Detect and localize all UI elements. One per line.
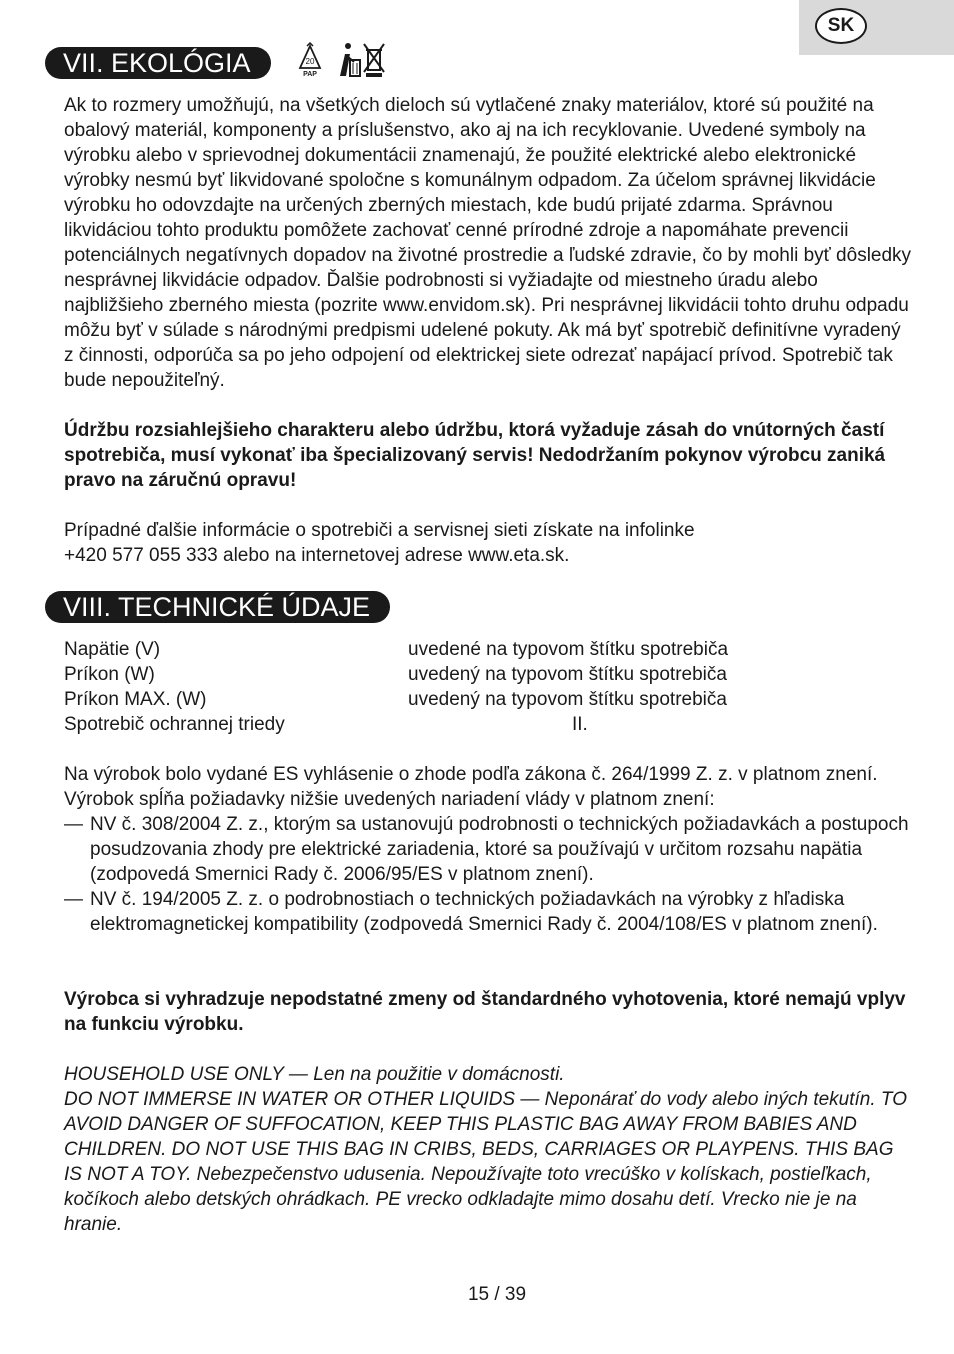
eco-symbols <box>296 40 388 78</box>
spec-row <box>64 662 784 687</box>
declaration-text: Na výrobok bolo vydané ES vyhlásenie o zhode podľa zákona č. 264/1999 Z. z. v platnom znení. Výrobok spĺňa požiadavky nižšie uvedených nariadení vlády v platnom znení: <box>64 764 878 810</box>
page-number: 15 / 39 <box>467 1284 527 1305</box>
dash-marker: — <box>64 889 83 910</box>
manufacturer-note <box>64 987 914 1037</box>
spec-value: uvedený na typovom štítku spotrebiča <box>408 689 727 710</box>
ecology-paragraph <box>64 93 914 393</box>
language-badge: SK <box>815 8 867 44</box>
regulation-item <box>64 887 914 937</box>
household-use-line: HOUSEHOLD USE ONLY — Len na použitie v domácnosti. <box>64 1064 565 1085</box>
infoline-line-1: Prípadné ďalšie informácie o spotrebiči a servisnej sieti získate na infolinke <box>64 520 695 541</box>
dash-marker: — <box>64 814 83 835</box>
svg-text:20: 20 <box>305 57 315 66</box>
spec-value: uvedený na typovom štítku spotrebiča <box>408 664 727 685</box>
regulation-text: NV č. 308/2004 Z. z., ktorým sa ustanovujú podrobnosti o technických požiadavkách a postupoch posudzovania zhody pre elektrické zariadenia, ktoré sa používajú v určitom rozsahu napätia (zodpovedá Smernici Rady č. 2006/95/ES v platnom znení). <box>90 814 909 885</box>
crossed-out-bin-icon <box>364 44 384 77</box>
regulation-item <box>64 812 914 887</box>
regulation-text: NV č. 194/2005 Z. z. o podrobnostiach o technických požiadavkách na výrobky z hľadiska elektromagnetickej kompatibility (zodpovedá Smernici Rady č. 2004/108/ES v platnom znení). <box>90 889 878 935</box>
svg-text:PAP: PAP <box>303 71 317 78</box>
spec-value: uvedené na typovom štítku spotrebiča <box>408 639 729 660</box>
spec-value: II. <box>572 714 588 735</box>
spec-label: Príkon (W) <box>64 664 155 685</box>
safety-warnings <box>64 1062 914 1237</box>
spec-row <box>64 687 784 712</box>
infoline-line-2: +420 577 055 333 alebo na internetovej adrese www.eta.sk. <box>64 545 570 566</box>
maintenance-warning <box>64 418 914 493</box>
ecology-text: Ak to rozmery umožňujú, na všetkých dieloch sú vytlačené znaky materiálov, ktoré sú použité na obalový materiál, komponenty a príslušenstvo, ako aj na ich recyklovanie. Uvedené symboly na výrobku alebo v sprievodnej dokumentácii znamenajú, že použité elektrické alebo elektronické výrobky nesmú byť likvidované spoločne s komunálnym odpadom. Za účelom správnej likvidácie výrobku ho odovzdajte na určených zberných miestach, kde budú prijaté zdarma. Správnou likvidáciou tohto produktu pomôžete zachovať cenné prírodné zdroje a napomáhate prevencii potenciálnych negatívnych dopadov na životné prostredie a ľudské zdravie, čo by mohli byť dôsledky nesprávnej likvidácie odpadov. Ďalšie podrobnosti si vyžiadajte od miestneho úradu alebo najbližšieho zberného miesta (pozrite www.envidom.sk). Pri nesprávnej likvidácii tohto druhu odpadu môžu byť v súlade s národnými predpismi udelené pokuty. Ak má byť spotrebič definitívne vyradený z činnosti, odporúča sa po jeho odpojení od elektrickej siete odrezať napájací prívod. Spotrebič tak bude nepoužiteľný. <box>64 95 912 391</box>
recycling-20-pap-icon <box>300 43 320 78</box>
waste-bin-person-icon <box>340 43 360 76</box>
spec-label: Spotrebič ochrannej triedy <box>64 714 285 735</box>
conformity-declaration <box>64 762 914 937</box>
spec-label: Príkon MAX. (W) <box>64 689 207 710</box>
language-tab <box>799 0 954 55</box>
maintenance-text: Údržbu rozsiahlejšieho charakteru alebo údržbu, ktorá vyžaduje zásah do vnútorných častí spotrebiča, musí vykonať iba špecializovaný servis! Nedodržaním pokynov výrobcu zaniká pravo na záručnú opravu! <box>64 420 886 491</box>
technical-heading: VIII. TECHNICKÉ ÚDAJE <box>45 591 390 623</box>
infoline-paragraph <box>64 518 914 568</box>
ecology-heading: VII. EKOLÓGIA <box>45 47 271 79</box>
spec-label: Napätie (V) <box>64 639 161 660</box>
spec-row <box>64 712 784 737</box>
manufacturer-note-text: Výrobca si vyhradzuje nepodstatné zmeny od štandardného vyhotovenia, ktoré nemajú vplyv na funkciu výrobku. <box>64 989 906 1035</box>
spec-row <box>64 637 784 662</box>
immersion-suffocation-warning: DO NOT IMMERSE IN WATER OR OTHER LIQUIDS — Neponárať do vody alebo iných tekutín. TO AVOID DANGER OF SUFFOCATION, KEEP THIS PLASTIC BAG AWAY FROM BABIES AND CHILDREN. DO NOT USE THIS BAG IN CRIBS, BEDS, CARRIAGES OR PLAYPENS. THIS BAG IS NOT A TOY. Nebezpečenstvo udusenia. Nepoužívajte toto vrecúško v kolískach, postieľkach, kočíkoch alebo detských ohrádkach. PE vrecko odkladajte mimo dosahu detí. Vrecko nie je na hranie. <box>64 1089 907 1235</box>
